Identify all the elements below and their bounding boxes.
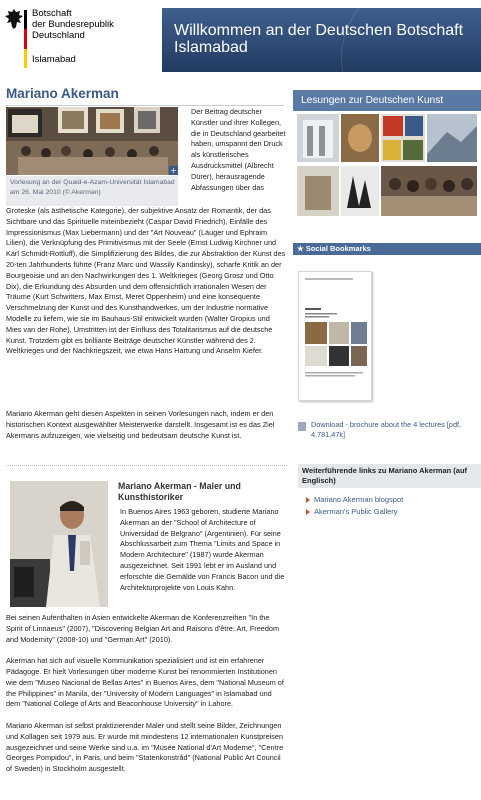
logo-line: der Bundesrepublik	[32, 19, 114, 30]
collage-tile	[381, 114, 425, 162]
summary-paragraph: Mariano Akerman geht diesen Aspekten in seinen Vorlesungen nach, indem er den historischen Kontext ausgewählter Meisterwerke darstellt. Insgesamt ist es das Ziel Akermans aufzuzeigen, wie vielseitig und bedeutsam deutsche Kunst ist.	[6, 409, 275, 440]
welcome-banner	[162, 8, 481, 72]
site-header	[0, 0, 481, 72]
link-public-gallery[interactable]	[306, 507, 398, 516]
lecture-photo[interactable]	[6, 107, 178, 175]
embassy-logo[interactable]	[4, 8, 154, 68]
lectures-box	[293, 90, 481, 220]
arrow-right-icon	[306, 497, 310, 503]
collage-tile	[341, 166, 379, 216]
akerman-portrait	[10, 481, 108, 607]
logo-text	[32, 8, 114, 41]
related-links-heading: Weiterführende links zu Mariano Akerman (auf Englisch)	[298, 464, 481, 488]
social-bookmarks-button[interactable]	[293, 243, 481, 255]
portrait-image	[10, 481, 108, 607]
lectures-heading: Lesungen zur Deutschen Kunst	[293, 90, 481, 111]
link-label: Mariano Akerman blogspot	[314, 495, 404, 504]
bio-details	[6, 613, 287, 786]
zoom-icon[interactable]: +	[170, 166, 177, 175]
photo-caption: Vorlesung an der Quaid-e-Azam-Universität Islamabad am 26. Mai 2010 (© Akerman)	[10, 179, 175, 196]
intro-paragraph: Der Beitrag deutscher Künstler und ihrer Kollegen, die in Deutschland gearbeitet haben, umspannt den Druck als künstlerisches Ausdrucksmittel (Albrecht Dürer), herausragende Abfassungen über das	[191, 107, 286, 192]
lecture-photo-image	[6, 107, 178, 175]
collage-tile	[297, 114, 339, 162]
section-divider	[6, 465, 287, 466]
body-paragraph: Groteske (als ästhetische Kategorie), der subjektive Ansatz der Romantik, der das Sichtbare und das Spirituelle miteinbezieht (Caspar David Friedrich), Einfälle des Impressionismus (Max Liebermann) und der "Art Nouveau" (Läuger und Ephraim Lilien), die Verknüpfung des Primitivismus mit der Seele (Ernst Ludwig Kirchner und Karl Schmidt-Rottluff), die Simplifizierung des Bildes, die zur Abstraktion der Kunst des 20-ten Jahrhunderts führte (Franz Marc und Wassily Kandinsky), scharfe Kritik an der Bourgeoisie und an den Nachwirkungen des 1. Weltkrieges (Georg Grosz und Otto Dix), die Erkundung des Absurden und dem offensichtlich irrationalen Wesen der Träume (Kurt Schwitters, Max Ernst, Meret Oppenheim) und eine konsequente Verschmelzung der Kunst und des Kunsthandwerkes, um der Industrie normative Modelle zu liefern, wie sie im Bauhaus-Stil entwickelt wurden (Walter Gropius und Mies van der Rohe). Umstritten ist der Einfluss des Totalitarismus auf die deutsche Kunst. Trotzdem gibt es brilliante Beiträge deutscher Künstler während des 2. Weltkrieges und der Nachkriegszeit, wie etwa Hans Hartung und Anselm Kiefer.	[6, 206, 286, 356]
collage-tile	[381, 166, 477, 216]
flag-stripe	[24, 10, 27, 68]
logo-subtitle: Islamabad	[32, 54, 76, 65]
download-icon[interactable]	[298, 422, 306, 431]
social-bookmarks-label: Social Bookmarks	[305, 244, 371, 253]
brochure-thumbnail[interactable]	[298, 271, 372, 401]
profile-heading: Mariano Akerman - Maler und Kunsthistoriker	[118, 481, 241, 502]
lectures-collage[interactable]	[297, 114, 480, 218]
link-blogspot[interactable]	[306, 495, 403, 504]
eagle-icon	[4, 8, 24, 30]
bio-paragraph: Bei seinen Aufenthalten in Asien entwickelte Akerman die Konferenzreihen "In the Spirit of Linnaeus" (2007), "Discovering Belgian Art and Raisons d'être: Art, Freedom and Modernity" (2008-10) und "German Art" (2010).	[6, 613, 280, 644]
collage-tile	[341, 114, 379, 162]
banner-title: Willkommen an der Deutschen Botschaft Islamabad	[174, 22, 464, 56]
arrow-right-icon	[306, 509, 310, 515]
title-divider	[6, 105, 284, 106]
collage-tile	[297, 166, 339, 216]
brochure-download-link[interactable]: Download - brochure about the 4 lectures [pdf, 4,781.47k]	[311, 420, 462, 439]
bio-paragraph: Mariano Akerman ist selbst praktizierender Maler und stellt seine Bilder, Zeichnungen und Kollagen seit 1979 aus. Er wurde mit mindestens 12 internationalen Kunstpreisen ausgezeichnet und seine Werke sind u.a. im "Musée National d'Art Moderne", "Centre Georges Pompidou", in Paris, und beim "Statenkonstråd" (National Public Art Council of Sweden) in Stockholm ausgestellt.	[6, 720, 284, 774]
brochure-image	[299, 272, 372, 401]
logo-line: Deutschland	[32, 30, 85, 41]
page-title: Mariano Akerman	[6, 86, 119, 101]
profile-bio: In Buenos Aires 1963 geboren, studierte Mariano Akerman an der "School of Architecture of Universidad de Belgrano" (Argentinien). Für seine Abschlussarbeit zum Thema "Limits and Space in Modern Architecture" (1987) wurde Akerman ausgezeichnet. Seit 1991 lebt er im Ausland und erforschte die Gemälde von Francis Bacon und die Architekturprojekte von Louis Kahn.	[120, 507, 285, 592]
star-icon: ★	[297, 244, 304, 253]
link-label: Akerman's Public Gallery	[314, 507, 398, 516]
bio-paragraph: Akerman hat sich auf visuelle Kommunikation spezialisiert und ist ein erfahrener Pädagoge. Er hielt Vorlesungen über moderne Kunst bei renommierten Institutionen wie dem "Museo Nacional de Bellas Artes" in Buenos Aires, dem "National Museum of the Philippines" in Manila, der "University of Modern Languages" in Islamabad und dem "National College of Arts and Beaconhouse University" in Lahore.	[6, 656, 284, 709]
logo-line: Botschaft	[32, 8, 72, 19]
collage-tile	[427, 114, 477, 162]
